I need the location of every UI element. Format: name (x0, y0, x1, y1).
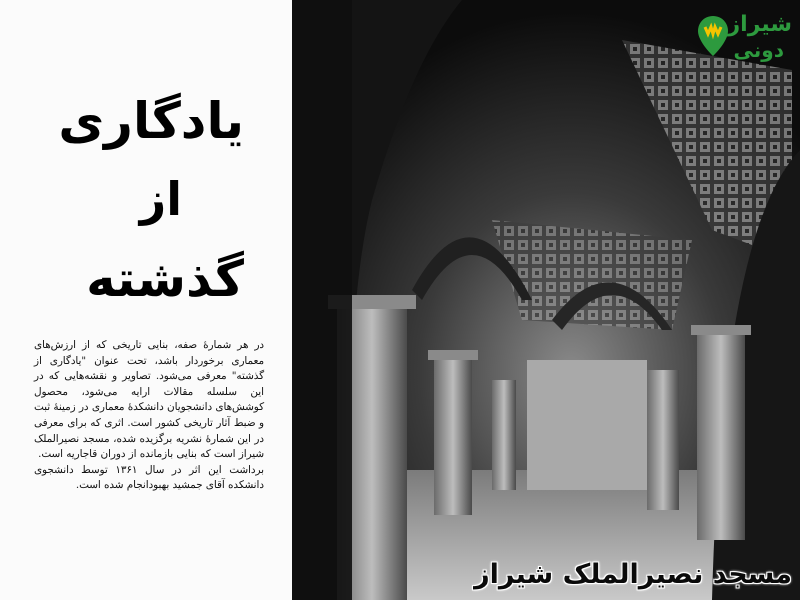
map-pin-icon (696, 14, 730, 58)
article-paragraph: برداشت این اثر در سال ۱۳۶۱ توسط دانشجوی دانشکده آقای جمشید بهبودانجام شده است. (34, 463, 264, 492)
article-title-line2: از (139, 172, 182, 226)
article-text-column (0, 0, 292, 600)
article-paragraph: در هر شمارهٔ صفه، بنایی تاریخی که از ارزش‌های معماری برخوردار باشد، تحت عنوان "یادگاری از گذشته" معرفی می‌شود. تصاویر و نقشه‌هایی که در این سلسله مقالات ارایه می‌شود، محصول کوشش‌های دانشجویان دانشکدهٔ معماری در زمینهٔ ثبت و ضبط آثار تاریخی کشور است. اثری که برای معرفی در این شمارهٔ نشریه برگزیده شده، مسجد نصیرالملک شیراز است که بنایی بازمانده از دوران قاجاریه است. (34, 339, 264, 461)
mosque-photo (292, 0, 800, 600)
shirazdooni-logo[interactable] (696, 10, 796, 66)
article-title-line3: گذشته (86, 250, 244, 308)
article-body (34, 338, 264, 494)
logo-text-line2: دونی (733, 38, 784, 62)
logo-text-line1: شیراز (727, 12, 792, 37)
photo-caption: مسجد نصیرالملک شیراز (474, 559, 792, 590)
mosque-hall-illustration (292, 0, 800, 600)
article-title-line1: یادگاری (58, 92, 244, 150)
